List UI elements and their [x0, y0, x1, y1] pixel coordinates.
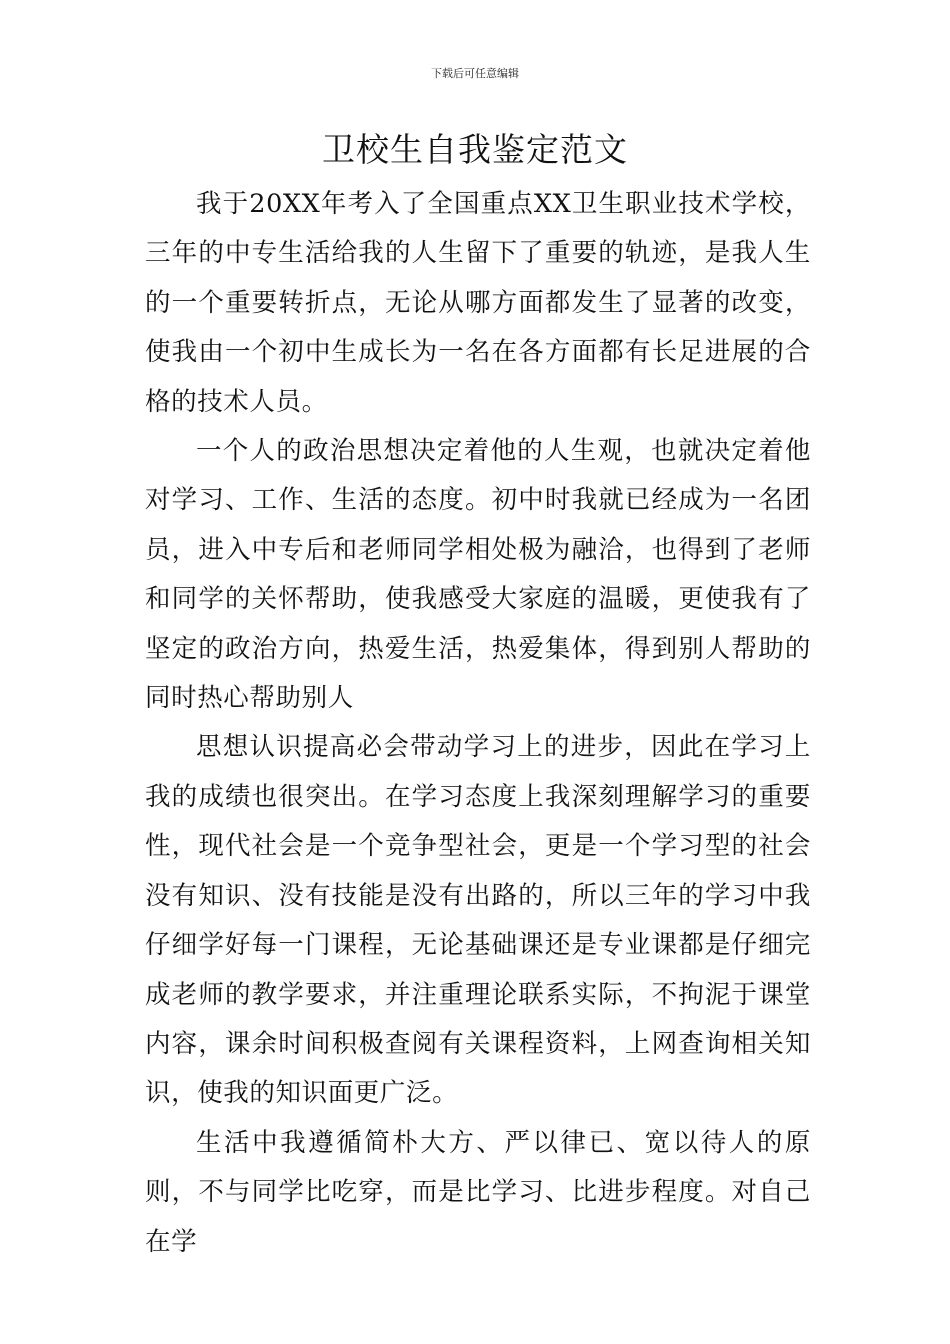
paragraph-1: 我于20XX年考入了全国重点XX卫生职业技术学校，三年的中专生活给我的人生留下了重要的轨迹，是我人生的一个重要转折点，无论从哪方面都发生了显著的改变，使我由一个初中生成长为一名在各方面都有长足进展的合格的技术人员。: [145, 189, 811, 417]
document-body: [145, 180, 811, 1267]
paragraph-3: 思想认识提高必会带动学习上的进步，因此在学习上我的成绩也很突出。在学习态度上我深刻理解学习的重要性，现代社会是一个竞争型社会，更是一个学习型的社会没有知识、没有技能是没有出路的，所以三年的学习中我仔细学好每一门课程，无论基础课还是专业课都是仔细完成老师的教学要求，并注重理论联系实际，不拘泥于课堂内容，课余时间积极查阅有关课程资料，上网查询相关知识，使我的知识面更广泛。: [145, 732, 811, 1109]
document-title: 卫校生自我鉴定范文: [322, 130, 628, 169]
paragraph-2: 一个人的政治思想决定着他的人生观，也就决定着他对学习、工作、生活的态度。初中时我就已经成为一名团员，进入中专后和老师同学相处极为融洽，也得到了老师和同学的关怀帮助，使我感受大家庭的温暖，更使我有了坚定的政治方向，热爱生活，热爱集体，得到别人帮助的同时热心帮助别人: [145, 436, 811, 714]
header-note: 下载后可任意编辑: [431, 67, 519, 80]
paragraph-4: 生活中我遵循简朴大方、严以律已、宽以待人的原则，不与同学比吃穿，而是比学习、比进步程度。对自己在学: [145, 1127, 811, 1257]
